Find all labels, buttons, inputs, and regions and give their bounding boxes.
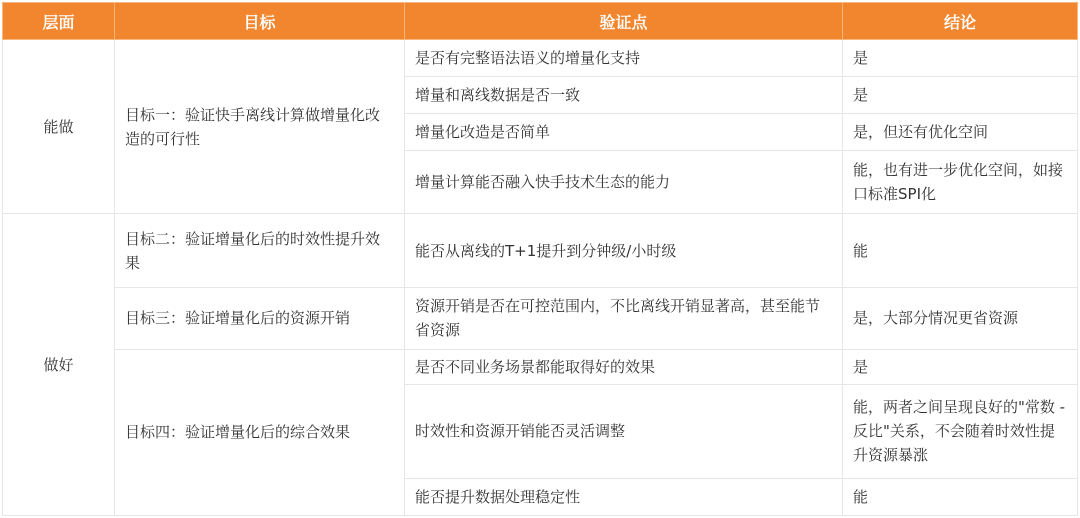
layer-cell: 能做 xyxy=(3,40,115,214)
header-layer: 层面 xyxy=(3,3,115,40)
header-goal: 目标 xyxy=(115,3,405,40)
check-cell: 是否不同业务场景都能取得好的效果 xyxy=(405,349,843,384)
check-cell: 能否提升数据处理稳定性 xyxy=(405,479,843,516)
table-header-row xyxy=(3,3,1078,40)
check-cell: 资源开销是否在可控范围内，不比离线开销显著高，甚至能节省资源 xyxy=(405,288,843,350)
header-check: 验证点 xyxy=(405,3,843,40)
conclusion-cell: 是，但还有优化空间 xyxy=(843,113,1078,150)
verification-table xyxy=(2,2,1078,516)
goal-cell: 目标二：验证增量化后的时效性提升效果 xyxy=(115,214,405,288)
goal-cell: 目标三：验证增量化后的资源开销 xyxy=(115,288,405,350)
conclusion-cell: 能，也有进一步优化空间，如接口标准SPI化 xyxy=(843,150,1078,214)
conclusion-cell: 是 xyxy=(843,349,1078,384)
conclusion-cell: 是 xyxy=(843,40,1078,77)
check-cell: 能否从离线的T+1提升到分钟级/小时级 xyxy=(405,214,843,288)
conclusion-cell: 能 xyxy=(843,214,1078,288)
conclusion-cell: 能 xyxy=(843,479,1078,516)
table-row xyxy=(3,288,1078,350)
header-conclusion: 结论 xyxy=(843,3,1078,40)
table-row xyxy=(3,40,1078,77)
table-row xyxy=(3,349,1078,384)
check-cell: 增量化改造是否简单 xyxy=(405,113,843,150)
conclusion-cell: 是 xyxy=(843,76,1078,113)
layer-cell: 做好 xyxy=(3,214,115,516)
conclusion-cell: 能，两者之间呈现良好的"常数 - 反比"关系，不会随着时效性提升资源暴涨 xyxy=(843,384,1078,478)
check-cell: 增量和离线数据是否一致 xyxy=(405,76,843,113)
goal-cell: 目标四：验证增量化后的综合效果 xyxy=(115,349,405,515)
check-cell: 时效性和资源开销能否灵活调整 xyxy=(405,384,843,478)
check-cell: 是否有完整语法语义的增量化支持 xyxy=(405,40,843,77)
goal-cell: 目标一：验证快手离线计算做增量化改造的可行性 xyxy=(115,40,405,214)
conclusion-cell: 是，大部分情况更省资源 xyxy=(843,288,1078,350)
table-row xyxy=(3,214,1078,288)
check-cell: 增量计算能否融入快手技术生态的能力 xyxy=(405,150,843,214)
